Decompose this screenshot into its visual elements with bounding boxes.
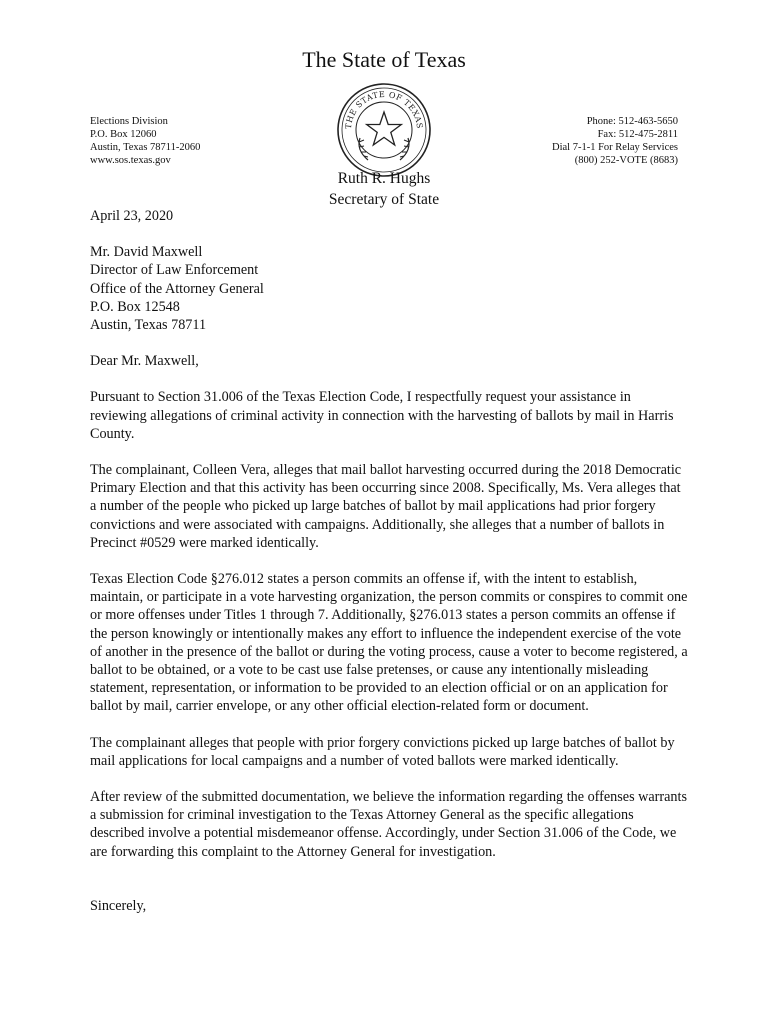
- office-address: [90, 115, 200, 167]
- contact-line: Fax: 512-475-2811: [597, 129, 678, 140]
- address-line: www.sos.texas.gov: [90, 155, 171, 166]
- recipient-line: Office of the Attorney General: [90, 280, 264, 297]
- official-name: Ruth R. Hughs: [337, 170, 431, 187]
- contact-line: (800) 252-VOTE (8683): [574, 155, 678, 166]
- seal-text: THE STATE OF TEXAS: [343, 89, 425, 130]
- state-seal-icon: [334, 80, 434, 180]
- recipient-line: Director of Law Enforcement: [90, 262, 259, 279]
- paragraph: The complainant, Colleen Vera, alleges that mail ballot harvesting occurred during the 2018 Democratic Primary Election and that this activity has been occurring since 2008. Specifically, Ms. Vera alleges that a number of the people who picked up large batches of ballot by mail applications had prior forgery convictions and were associated with campaigns. Additionally, she alleges that a number of ballots in Precinct #0529 were marked identically.: [90, 462, 682, 551]
- letter-date: April 23, 2020: [90, 208, 174, 224]
- paragraph: After review of the submitted documentation, we believe the information regarding the offenses warrants a submission for criminal investigation to the Texas Attorney General as the specific allegations described involve a potential misdemeanor offense. Accordingly, under Section 31.006 of the Code, we are forwarding this complaint to the Attorney General for investigation.: [90, 789, 687, 860]
- contact-line: Phone: 512-463-5650: [586, 116, 678, 127]
- closing: Sincerely,: [90, 897, 147, 914]
- page-title: The State of Texas: [302, 47, 466, 72]
- official-block: [0, 168, 768, 210]
- office-contact: [552, 115, 678, 167]
- address-line: Austin, Texas 78711-2060: [90, 142, 201, 153]
- recipient-line: Austin, Texas 78711: [90, 317, 207, 334]
- recipient-address: [90, 243, 690, 334]
- recipient-line: P.O. Box 12548: [90, 298, 180, 315]
- address-line: P.O. Box 12060: [90, 129, 157, 140]
- letter-body: [90, 207, 690, 915]
- official-title: Secretary of State: [328, 191, 440, 208]
- contact-line: Dial 7-1-1 For Relay Services: [552, 142, 678, 153]
- paragraph: The complainant alleges that people with prior forgery convictions picked up large batches of ballot by mail applications for local campaigns and a number of voted ballots were marked identically.: [90, 734, 675, 769]
- svg-text:THE STATE OF TEXAS: [344, 90, 424, 129]
- recipient-line: Mr. David Maxwell: [90, 244, 203, 261]
- paragraph: Pursuant to Section 31.006 of the Texas Election Code, I respectfully request your assistance in reviewing allegations of criminal activity in connection with the harvesting of ballots by mail in Harris County.: [90, 389, 674, 442]
- address-line: Elections Division: [90, 116, 168, 127]
- salutation: Dear Mr. Maxwell,: [90, 353, 199, 370]
- paragraph: Texas Election Code §276.012 states a person commits an offense if, with the intent to establish, maintain, or participate in a vote harvesting organization, the person commits or conspires to commit one or more offenses under Titles 1 through 7. Additionally, §276.013 states a person commits an offense if the person knowingly or intentionally makes any effort to influence the independent exercise of the vote of another in the presence of the ballot or during the voting process, cause a voter to become registered, a ballot to be obtained, or a vote to be cast use false pretenses, or cause any intentionally misleading statement, representation, or information to be provided to an election official or on an application for ballot by mail, carrier envelope, or any other official election-related form or document.: [90, 571, 688, 715]
